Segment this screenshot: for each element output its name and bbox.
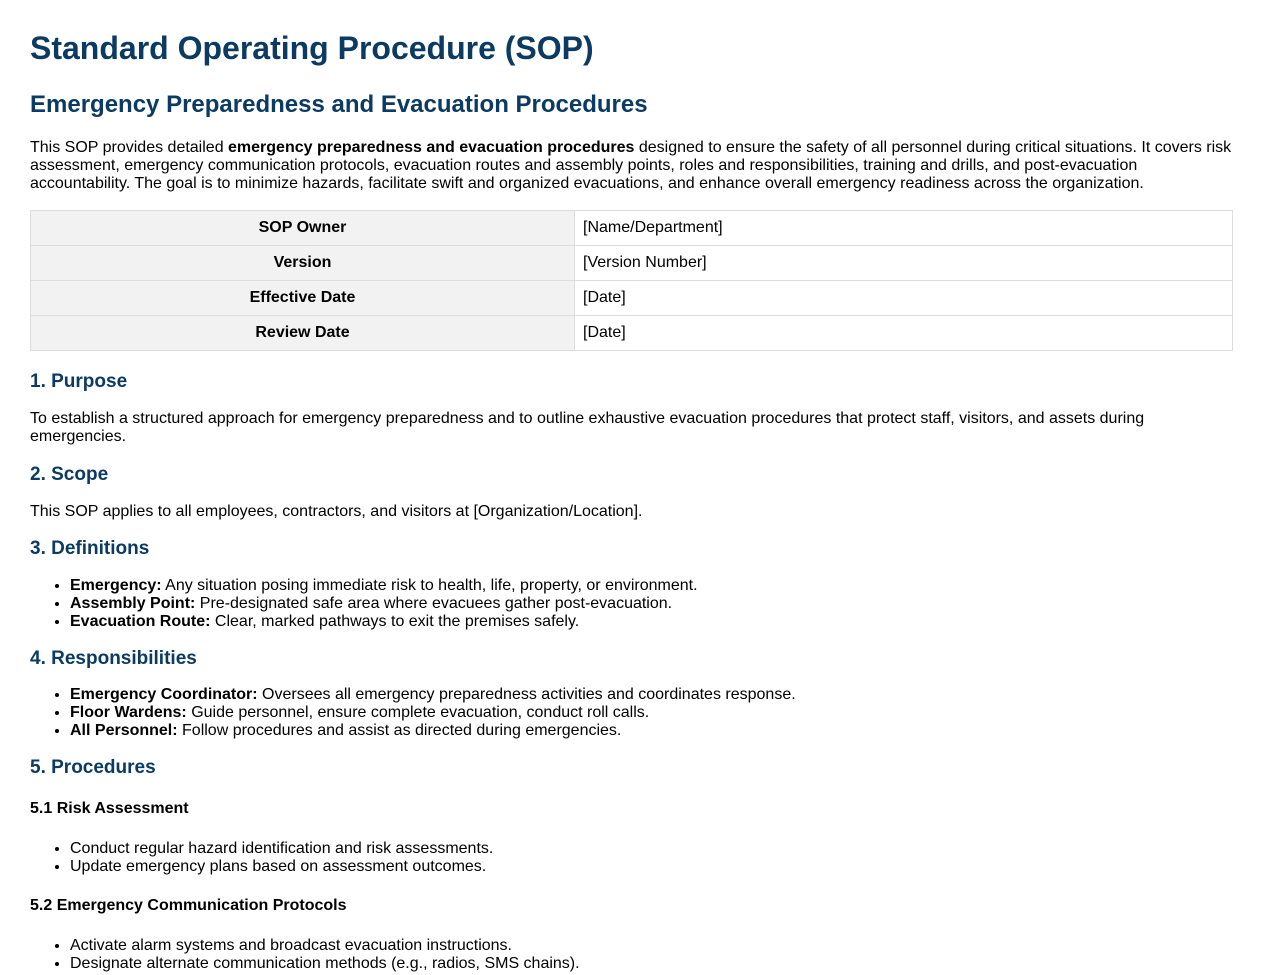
list-item [70, 722, 1233, 740]
intro-text-bold: emergency preparedness and evacuation procedures [228, 139, 635, 156]
table-row [31, 316, 1233, 351]
definition-text: Clear, marked pathways to exit the premises safely. [210, 613, 580, 630]
intro-paragraph [30, 139, 1233, 193]
list-item [70, 577, 1233, 595]
meta-value: [Version Number] [575, 246, 1233, 281]
definition-text: Any situation posing immediate risk to health, life, property, or environment. [161, 577, 698, 594]
purpose-text: To establish a structured approach for emergency preparedness and to outline exhaustive evacuation procedures that protect staff, visitors, and assets during emergencies. [30, 410, 1145, 445]
definition-term: Evacuation Route: [70, 613, 211, 630]
page-title: Standard Operating Procedure (SOP) [30, 30, 594, 66]
meta-label: SOP Owner [31, 211, 575, 246]
list-item: • Conduct regular hazard identification and risk assessments. [70, 840, 1233, 858]
list-item [70, 704, 1233, 722]
table-row [31, 246, 1233, 281]
list-item [70, 613, 1233, 631]
section-heading-purpose: 1. Purpose [30, 371, 128, 392]
list-item [70, 595, 1233, 613]
role-text: Oversees all emergency preparedness activities and coordinates response. [257, 686, 796, 703]
subsection-heading-risk-assessment: 5.1 Risk Assessment [30, 800, 189, 817]
meta-value: [Date] [575, 316, 1233, 351]
communication-list [30, 937, 1233, 973]
section-heading-responsibilities: 4. Responsibilities [30, 648, 197, 669]
list-item: • Activate alarm systems and broadcast evacuation instructions. [70, 937, 1233, 955]
meta-value: [Date] [575, 281, 1233, 316]
table-row [31, 281, 1233, 316]
meta-value: [Name/Department] [575, 211, 1233, 246]
section-heading-definitions: 3. Definitions [30, 538, 150, 559]
role-text: Follow procedures and assist as directed during emergencies. [177, 722, 622, 739]
meta-label: Effective Date [31, 281, 575, 316]
role-term: All Personnel: [70, 722, 178, 739]
definition-term: Emergency: [70, 577, 162, 594]
list-item: • Designate alternate communication methods (e.g., radios, SMS chains). [70, 955, 1233, 973]
section-heading-procedures: 5. Procedures [30, 757, 156, 778]
list-item: • Update emergency plans based on assessment outcomes. [70, 858, 1233, 876]
intro-text-after: designed to ensure the safety of all personnel during critical situations. It covers risk assessment, emergency communication protocols, evacuation routes and assembly points, roles and responsibilities, training and drills, and post-evacuation accountability. The goal is to minimize hazards, facilitate swift and organized evacuations, and enhance overall emergency readiness across the organization. [30, 139, 1232, 192]
definition-text: Pre-designated safe area where evacuees gather post-evacuation. [195, 595, 673, 612]
subsection-heading-communication: 5.2 Emergency Communication Protocols [30, 897, 347, 914]
list-item [70, 686, 1233, 704]
table-row [31, 211, 1233, 246]
meta-label: Review Date [31, 316, 575, 351]
responsibilities-list [30, 686, 1233, 740]
role-text: Guide personnel, ensure complete evacuation, conduct roll calls. [186, 704, 650, 721]
risk-assessment-list [30, 840, 1233, 876]
definition-term: Assembly Point: [70, 595, 196, 612]
sop-meta-table [30, 210, 1233, 351]
scope-text: This SOP applies to all employees, contractors, and visitors at [Organization/Location]. [30, 503, 643, 520]
page-subtitle: Emergency Preparedness and Evacuation Procedures [30, 91, 648, 118]
definitions-list [30, 577, 1233, 631]
section-heading-scope: 2. Scope [30, 464, 109, 485]
meta-label: Version [31, 246, 575, 281]
role-term: Emergency Coordinator: [70, 686, 258, 703]
intro-text-before: This SOP provides detailed [30, 139, 229, 156]
role-term: Floor Wardens: [70, 704, 187, 721]
